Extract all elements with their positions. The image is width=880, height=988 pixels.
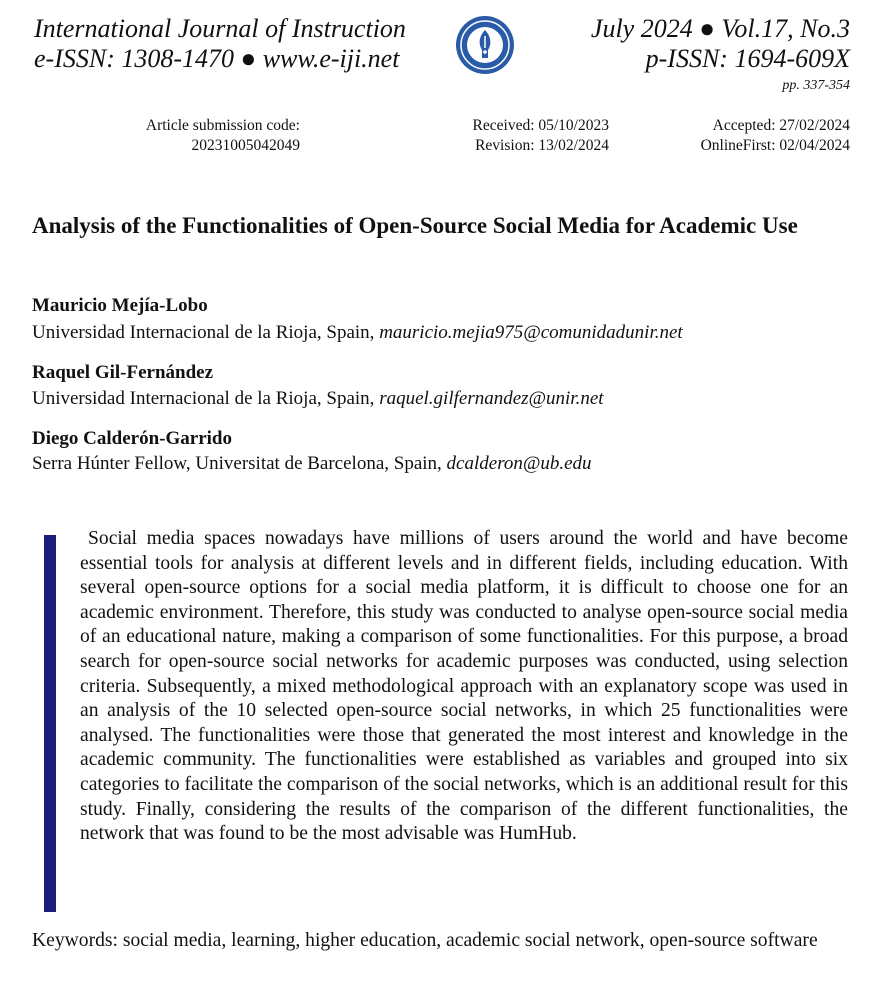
received-info [400,116,609,156]
p-issn: p-ISSN: 1694-609X [645,44,850,73]
affiliation-text: Serra Húnter Fellow, Universitat de Barcelona, Spain, [32,453,442,474]
submission-info [100,116,300,156]
journal-logo [454,14,516,76]
author-affiliation [32,453,592,475]
author-affiliation [32,322,683,344]
accepted-date: Accepted: 27/02/2024 [712,117,850,134]
author-email[interactable]: mauricio.mejia975@comunidadunir.net [379,322,683,343]
article-title: Analysis of the Functionalities of Open-Source Social Media for Academic Use [32,213,798,238]
page-range: pp. 337-354 [782,78,850,93]
submission-label: Article submission code: [145,117,300,134]
journal-header-right [591,14,850,74]
online-first-date: OnlineFirst: 02/04/2024 [700,137,850,154]
abstract-accent-bar [44,535,56,912]
author-affiliation [32,388,604,410]
author-email[interactable]: raquel.gilfernandez@unir.net [379,388,604,409]
journal-seal-icon [454,14,516,76]
author-name: Mauricio Mejía-Lobo [32,295,208,316]
revision-date: Revision: 13/02/2024 [475,137,609,154]
submission-code: 20231005042049 [191,137,300,154]
abstract-text: Social media spaces nowadays have millions of users around the world and have become essential tools for analysis at different levels and in different fields, including education. With several open-source options for a social media platform, it is difficult to choose one for an academic environment. Therefore, this study was conducted to analyse open-source social media of an educational nature, making a comparison of some functionalities. For this purpose, a broad search for open-source social networks for academic purposes was conducted, using selection criteria. Subsequently, a mixed methodological approach with an explanatory scope was used in an analysis of the 10 selected open-source social networks, in which 25 functionalities were analysed. The functionalities were those that generated the most interest and knowledge in the academic community. The functionalities were established as variables and grouped into six categories to facilitate the comparison of the social networks, which is an additional result for this study. Finally, considering the results of the comparison of the different functionalities, the network that was found to be the most advisable was HumHub. [80,528,848,845]
e-issn: e-ISSN: 1308-1470 ● www.e-iji.net [34,44,400,73]
received-date: Received: 05/10/2023 [472,117,609,134]
author-name: Diego Calderón-Garrido [32,428,233,449]
author-email[interactable]: dcalderon@ub.edu [446,453,592,474]
journal-header-left [34,14,406,74]
issue-info: July 2024 ● Vol.17, No.3 [590,14,850,43]
author-name: Raquel Gil-Fernández [32,362,214,383]
affiliation-text: Universidad Internacional de la Rioja, Spain, [32,322,375,343]
affiliation-text: Universidad Internacional de la Rioja, Spain, [32,388,375,409]
accepted-info [620,116,850,156]
journal-name: International Journal of Instruction [34,14,406,43]
keywords: Keywords: social media, learning, higher education, academic social network, open-source software [32,930,818,951]
